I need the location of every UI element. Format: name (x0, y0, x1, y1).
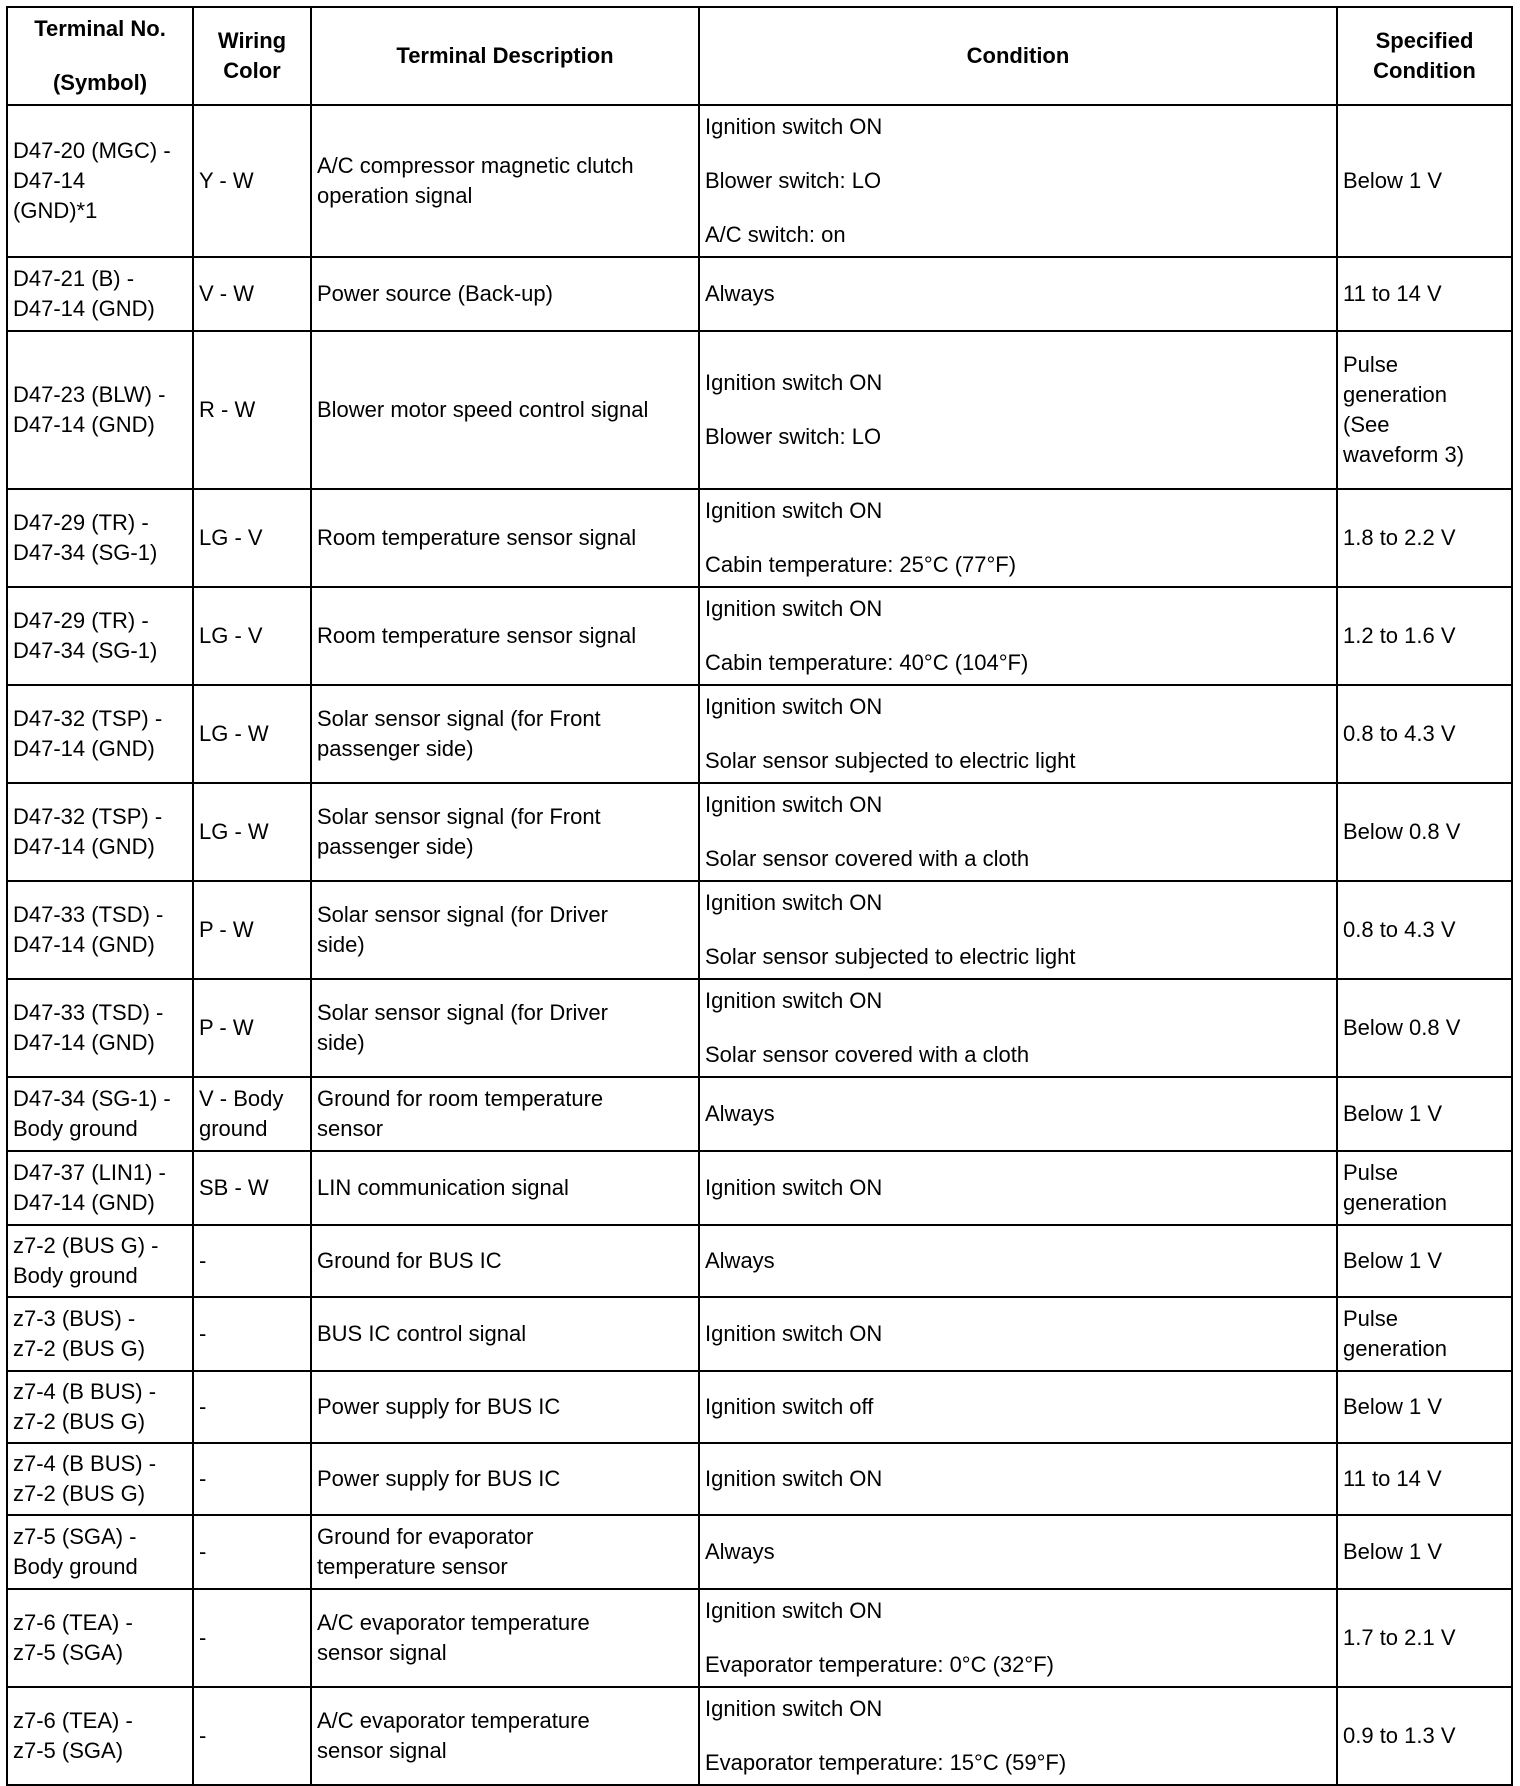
terminal-cell-line: z7-6 (TEA) - (13, 1708, 133, 1733)
description-cell-line: Blower motor speed control signal (317, 397, 649, 422)
terminal-cell-line: D47-34 (SG-1) (13, 638, 158, 663)
header-row (7, 7, 1512, 105)
wiring-color-cell (193, 1151, 311, 1225)
description-cell (311, 587, 699, 685)
table-row (7, 783, 1512, 881)
specified-condition-cell-line: 11 to 14 V (1343, 281, 1442, 306)
table-row (7, 1371, 1512, 1443)
specified-condition-cell (1337, 1589, 1512, 1687)
condition-cell-line: Ignition switch ON (705, 1696, 883, 1721)
terminal-cell-line: z7-3 (BUS) - (13, 1306, 136, 1331)
description-cell (311, 489, 699, 587)
terminal-cell (7, 489, 193, 587)
description-cell (311, 1225, 699, 1297)
terminal-cell (7, 979, 193, 1077)
terminal-cell-line: D47-21 (B) - (13, 266, 135, 291)
description-cell-line: sensor (317, 1116, 384, 1141)
terminal-cell (7, 331, 193, 489)
description-cell-line: LIN communication signal (317, 1175, 569, 1200)
condition-cell (699, 1443, 1337, 1515)
terminal-cell-line: D47-14 (13, 168, 86, 193)
terminal-cell-line: D47-14 (GND) (13, 834, 155, 859)
wiring-color-cell (193, 685, 311, 783)
wiring-color-cell-line: P - W (199, 1015, 254, 1040)
description-cell-line: Solar sensor signal (for Front (317, 706, 601, 731)
condition-cell-line: Ignition switch ON (705, 988, 883, 1013)
wiring-color-cell-line: R - W (199, 397, 256, 422)
condition-cell-line: Always (705, 1101, 775, 1126)
table-row (7, 105, 1512, 257)
terminal-cell-line: z7-5 (SGA) (13, 1738, 124, 1763)
wiring-color-cell (193, 257, 311, 331)
specified-condition-cell (1337, 685, 1512, 783)
condition-cell-line: Always (705, 281, 775, 306)
table-row (7, 1515, 1512, 1589)
condition-cell-line: Ignition switch ON (705, 1321, 883, 1346)
terminal-cell (7, 1687, 193, 1785)
specified-condition-cell-line: generation (1343, 1190, 1447, 1215)
description-cell-line: passenger side) (317, 736, 474, 761)
specified-condition-cell-line: 0.8 to 4.3 V (1343, 721, 1456, 746)
wiring-color-cell-line: - (199, 1248, 207, 1273)
terminal-cell-line: z7-5 (SGA) - (13, 1524, 137, 1549)
condition-cell-line: Ignition switch ON (705, 694, 883, 719)
description-cell (311, 881, 699, 979)
terminal-cell (7, 257, 193, 331)
specified-condition-cell-line: Pulse (1343, 1160, 1399, 1185)
terminal-cell-line: D47-14 (GND) (13, 1190, 155, 1215)
wiring-color-cell-line: LG - V (199, 623, 263, 648)
condition-cell-line: Ignition switch ON (705, 1175, 883, 1200)
terminal-cell-line: D47-37 (LIN1) - (13, 1160, 166, 1185)
terminal-table-sheet (6, 6, 1511, 1775)
condition-cell-line: Always (705, 1539, 775, 1564)
terminal-cell-line: Body ground (13, 1554, 138, 1579)
wiring-color-cell (193, 331, 311, 489)
specified-condition-cell-line: Pulse (1343, 1306, 1399, 1331)
condition-cell-line: Ignition switch ON (705, 792, 883, 817)
description-cell (311, 685, 699, 783)
wiring-color-cell (193, 1589, 311, 1687)
condition-cell-line: A/C switch: on (705, 222, 846, 247)
wiring-color-cell (193, 979, 311, 1077)
specified-condition-cell (1337, 105, 1512, 257)
header-wiring-color: Wiring Color (193, 7, 311, 105)
table-row (7, 1687, 1512, 1785)
specified-condition-cell-line: generation (1343, 1336, 1447, 1361)
terminal-cell-line: Body ground (13, 1116, 138, 1141)
wiring-color-cell (193, 489, 311, 587)
wiring-color-cell-line: LG - W (199, 819, 269, 844)
condition-cell-line: Ignition switch ON (705, 1466, 883, 1491)
table-row (7, 881, 1512, 979)
description-cell-line: Power supply for BUS IC (317, 1394, 561, 1419)
condition-cell-line: Solar sensor covered with a cloth (705, 1042, 1030, 1067)
condition-cell-line: Always (705, 1248, 775, 1273)
terminal-cell (7, 1151, 193, 1225)
description-cell-line: Ground for room temperature (317, 1086, 604, 1111)
specified-condition-cell (1337, 1443, 1512, 1515)
wiring-color-cell (193, 1297, 311, 1371)
description-cell-line: sensor signal (317, 1738, 447, 1763)
table-row (7, 1077, 1512, 1151)
header-terminal: Terminal No. (Symbol) (7, 7, 193, 105)
wiring-color-cell-line: LG - V (199, 525, 263, 550)
wiring-color-cell (193, 1443, 311, 1515)
wiring-color-cell-line: ground (199, 1116, 268, 1141)
description-cell (311, 1687, 699, 1785)
table-row (7, 1225, 1512, 1297)
description-cell (311, 1297, 699, 1371)
specified-condition-cell-line: Pulse (1343, 352, 1399, 377)
description-cell-line: temperature sensor (317, 1554, 508, 1579)
condition-cell (699, 331, 1337, 489)
specified-condition-cell-line: Below 1 V (1343, 1101, 1443, 1126)
specified-condition-cell (1337, 587, 1512, 685)
terminal-cell-line: D47-14 (GND) (13, 296, 155, 321)
condition-cell (699, 1589, 1337, 1687)
header-condition: Condition (699, 7, 1337, 105)
terminal-cell (7, 1443, 193, 1515)
wiring-color-cell-line: LG - W (199, 721, 269, 746)
description-cell-line: Power source (Back-up) (317, 281, 553, 306)
specified-condition-cell (1337, 257, 1512, 331)
specified-condition-cell-line: waveform 3) (1343, 442, 1465, 467)
table-row (7, 685, 1512, 783)
specified-condition-cell (1337, 1515, 1512, 1589)
table-row (7, 257, 1512, 331)
table-body (7, 105, 1512, 1785)
wiring-color-cell (193, 1077, 311, 1151)
description-cell (311, 1515, 699, 1589)
description-cell (311, 1077, 699, 1151)
terminal-inspection-table (6, 6, 1513, 1786)
description-cell (311, 979, 699, 1077)
description-cell (311, 783, 699, 881)
terminal-cell (7, 1297, 193, 1371)
wiring-color-cell-line: - (199, 1539, 207, 1564)
description-cell-line: side) (317, 932, 365, 957)
terminal-cell (7, 1371, 193, 1443)
specified-condition-cell (1337, 489, 1512, 587)
terminal-cell-line: z7-2 (BUS G) (13, 1409, 146, 1434)
condition-cell (699, 1151, 1337, 1225)
terminal-cell (7, 685, 193, 783)
condition-cell (699, 979, 1337, 1077)
wiring-color-cell (193, 1515, 311, 1589)
terminal-cell-line: D47-14 (GND) (13, 1030, 155, 1055)
condition-cell (699, 1371, 1337, 1443)
wiring-color-cell-line: SB - W (199, 1175, 269, 1200)
description-cell-line: Solar sensor signal (for Front (317, 804, 601, 829)
condition-cell-line: Solar sensor subjected to electric light (705, 944, 1076, 969)
condition-cell-line: Ignition switch ON (705, 114, 883, 139)
condition-cell-line: Evaporator temperature: 0°C (32°F) (705, 1652, 1054, 1677)
condition-cell (699, 587, 1337, 685)
table-row (7, 1151, 1512, 1225)
terminal-cell (7, 881, 193, 979)
description-cell (311, 1443, 699, 1515)
condition-cell (699, 1515, 1337, 1589)
table-row (7, 1297, 1512, 1371)
condition-cell (699, 1297, 1337, 1371)
terminal-cell-line: z7-4 (B BUS) - (13, 1451, 157, 1476)
condition-cell-line: Ignition switch off (705, 1394, 874, 1419)
condition-cell-line: Cabin temperature: 40°C (104°F) (705, 650, 1029, 675)
wiring-color-cell-line: V - W (199, 281, 254, 306)
description-cell-line: Ground for evaporator (317, 1524, 534, 1549)
terminal-cell (7, 783, 193, 881)
condition-cell-line: Solar sensor subjected to electric light (705, 748, 1076, 773)
header-specified-condition: Specified Condition (1337, 7, 1512, 105)
wiring-color-cell-line: - (199, 1394, 207, 1419)
description-cell-line: side) (317, 1030, 365, 1055)
specified-condition-cell (1337, 783, 1512, 881)
terminal-cell-line: D47-14 (GND) (13, 736, 155, 761)
terminal-cell (7, 1515, 193, 1589)
description-cell-line: A/C evaporator temperature (317, 1610, 590, 1635)
wiring-color-cell (193, 1225, 311, 1297)
wiring-color-cell-line: Y - W (199, 168, 254, 193)
specified-condition-cell-line: Below 0.8 V (1343, 819, 1461, 844)
terminal-cell (7, 105, 193, 257)
terminal-cell (7, 1589, 193, 1687)
wiring-color-cell (193, 881, 311, 979)
description-cell-line: Power supply for BUS IC (317, 1466, 561, 1491)
specified-condition-cell (1337, 979, 1512, 1077)
condition-cell-line: Cabin temperature: 25°C (77°F) (705, 552, 1017, 577)
wiring-color-cell-line: - (199, 1321, 207, 1346)
description-cell-line: passenger side) (317, 834, 474, 859)
condition-cell (699, 1077, 1337, 1151)
specified-condition-cell (1337, 1687, 1512, 1785)
wiring-color-cell-line: - (199, 1625, 207, 1650)
description-cell-line: operation signal (317, 183, 473, 208)
terminal-cell-line: D47-33 (TSD) - (13, 902, 164, 927)
specified-condition-cell (1337, 1151, 1512, 1225)
condition-cell (699, 257, 1337, 331)
condition-cell-line: Ignition switch ON (705, 1598, 883, 1623)
condition-cell (699, 881, 1337, 979)
description-cell-line: Ground for BUS IC (317, 1248, 502, 1273)
description-cell (311, 1589, 699, 1687)
terminal-cell-line: D47-20 (MGC) - (13, 138, 171, 163)
description-cell (311, 1151, 699, 1225)
wiring-color-cell (193, 587, 311, 685)
condition-cell (699, 685, 1337, 783)
description-cell-line: Solar sensor signal (for Driver (317, 1000, 608, 1025)
wiring-color-cell (193, 783, 311, 881)
specified-condition-cell-line: 0.8 to 4.3 V (1343, 917, 1456, 942)
terminal-cell-line: z7-2 (BUS G) - (13, 1233, 159, 1258)
description-cell-line: A/C compressor magnetic clutch (317, 153, 634, 178)
condition-cell-line: Ignition switch ON (705, 890, 883, 915)
specified-condition-cell (1337, 1297, 1512, 1371)
wiring-color-cell-line: P - W (199, 917, 254, 942)
terminal-cell (7, 1225, 193, 1297)
terminal-cell-line: D47-14 (GND) (13, 932, 155, 957)
specified-condition-cell-line: 0.9 to 1.3 V (1343, 1723, 1456, 1748)
terminal-cell-line: (GND)*1 (13, 198, 98, 223)
table-row (7, 489, 1512, 587)
condition-cell (699, 783, 1337, 881)
terminal-cell-line: Body ground (13, 1263, 138, 1288)
specified-condition-cell-line: Below 1 V (1343, 1394, 1443, 1419)
description-cell-line: sensor signal (317, 1640, 447, 1665)
specified-condition-cell (1337, 1077, 1512, 1151)
wiring-color-cell-line: - (199, 1466, 207, 1491)
condition-cell-line: Ignition switch ON (705, 370, 883, 395)
terminal-cell-line: D47-23 (BLW) - (13, 382, 166, 407)
condition-cell-line: Blower switch: LO (705, 424, 882, 449)
description-cell (311, 331, 699, 489)
condition-cell-line: Solar sensor covered with a cloth (705, 846, 1030, 871)
terminal-cell-line: D47-32 (TSP) - (13, 706, 163, 731)
terminal-cell-line: D47-33 (TSD) - (13, 1000, 164, 1025)
terminal-cell-line: z7-2 (BUS G) (13, 1336, 146, 1361)
terminal-cell (7, 1077, 193, 1151)
condition-cell-line: Ignition switch ON (705, 498, 883, 523)
description-cell-line: Room temperature sensor signal (317, 623, 637, 648)
terminal-cell-line: D47-34 (SG-1) (13, 540, 158, 565)
wiring-color-cell (193, 1687, 311, 1785)
condition-cell-line: Ignition switch ON (705, 596, 883, 621)
terminal-cell-line: D47-14 (GND) (13, 412, 155, 437)
specified-condition-cell-line: generation (1343, 382, 1447, 407)
wiring-color-cell-line: V - Body (199, 1086, 284, 1111)
description-cell-line: BUS IC control signal (317, 1321, 527, 1346)
specified-condition-cell-line: 11 to 14 V (1343, 1466, 1442, 1491)
condition-cell-line: Blower switch: LO (705, 168, 882, 193)
condition-cell (699, 489, 1337, 587)
terminal-cell-line: z7-5 (SGA) (13, 1640, 124, 1665)
specified-condition-cell-line: Below 1 V (1343, 168, 1443, 193)
description-cell-line: Room temperature sensor signal (317, 525, 637, 550)
specified-condition-cell-line: 1.8 to 2.2 V (1343, 525, 1456, 550)
condition-cell (699, 1225, 1337, 1297)
table-row (7, 331, 1512, 489)
condition-cell-line: Evaporator temperature: 15°C (59°F) (705, 1750, 1067, 1775)
specified-condition-cell (1337, 331, 1512, 489)
specified-condition-cell-line: Below 0.8 V (1343, 1015, 1461, 1040)
description-cell (311, 1371, 699, 1443)
specified-condition-cell-line: Below 1 V (1343, 1248, 1443, 1273)
specified-condition-cell-line: (See (1343, 412, 1390, 437)
terminal-cell-line: z7-2 (BUS G) (13, 1481, 146, 1506)
wiring-color-cell (193, 105, 311, 257)
specified-condition-cell-line: 1.2 to 1.6 V (1343, 623, 1456, 648)
description-cell (311, 105, 699, 257)
table-row (7, 1443, 1512, 1515)
description-cell (311, 257, 699, 331)
condition-cell (699, 1687, 1337, 1785)
terminal-cell-line: z7-4 (B BUS) - (13, 1379, 157, 1404)
description-cell-line: Solar sensor signal (for Driver (317, 902, 608, 927)
table-row (7, 587, 1512, 685)
header-terminal-description: Terminal Description (311, 7, 699, 105)
wiring-color-cell-line: - (199, 1723, 207, 1748)
condition-cell (699, 105, 1337, 257)
table-row (7, 1589, 1512, 1687)
table-row (7, 979, 1512, 1077)
specified-condition-cell-line: 1.7 to 2.1 V (1343, 1625, 1456, 1650)
specified-condition-cell (1337, 881, 1512, 979)
terminal-cell-line: D47-29 (TR) - (13, 608, 149, 633)
terminal-cell-line: D47-34 (SG-1) - (13, 1086, 171, 1111)
specified-condition-cell (1337, 1225, 1512, 1297)
wiring-color-cell (193, 1371, 311, 1443)
terminal-cell (7, 587, 193, 685)
specified-condition-cell (1337, 1371, 1512, 1443)
terminal-cell-line: z7-6 (TEA) - (13, 1610, 133, 1635)
terminal-cell-line: D47-32 (TSP) - (13, 804, 163, 829)
terminal-cell-line: D47-29 (TR) - (13, 510, 149, 535)
description-cell-line: A/C evaporator temperature (317, 1708, 590, 1733)
specified-condition-cell-line: Below 1 V (1343, 1539, 1443, 1564)
